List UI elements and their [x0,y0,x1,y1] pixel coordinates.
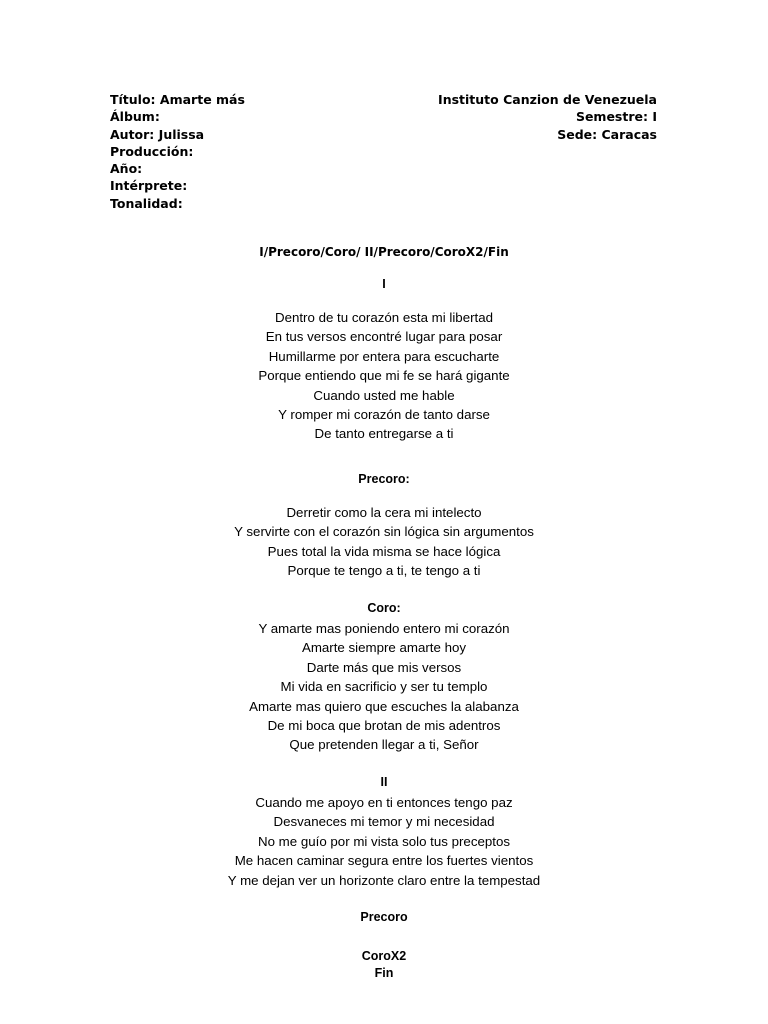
lyric-line: Y amarte mas poniendo entero mi corazón [258,621,510,636]
lyric-line: Porque entiendo que mi fe se hará gigante [258,368,510,384]
field-label: Álbum: [110,109,160,125]
song-structure: I/Precoro/Coro/ II/Precoro/CoroX2/Fin [259,245,509,259]
title-field [110,91,245,108]
verse1-lyrics [0,308,768,444]
author-field [110,126,245,143]
lyric-line: Y servirte con el corazón sin lógica sin argumentos [234,524,534,540]
lyric-line: De mi boca que brotan de mis adentros [267,718,501,734]
album-field [110,108,245,125]
lyric-line: De tanto entregarse a ti [314,426,454,442]
verse2-lyrics [0,793,768,890]
lyric-line: Mi vida en sacrificio y ser tu templo [280,679,488,695]
lyric-line: Pues total la vida misma se hace lógica [267,543,501,559]
lyric-line: En tus versos encontré lugar para posar [265,329,503,345]
field-label: Intérprete: [110,178,188,194]
precoro-lyrics [0,503,768,581]
institute-block [438,91,657,143]
lyric-line: Y me dejan ver un horizonte claro entre la tempestad [227,872,541,888]
field-label: Tonalidad: [110,195,183,211]
lyric-line: Porque te tengo a ti, te tengo a ti [287,563,481,579]
lyric-line: Humillarme por entera para escucharte [268,348,500,364]
field-label: Título: [110,92,156,107]
fin-title: Fin [374,966,394,980]
field-label: Autor: [110,126,155,142]
precoro-title: Precoro: [358,472,410,486]
precoro-repeat-title: Precoro [360,910,408,924]
field-value: Julissa [158,126,205,142]
lyric-line: Y romper mi corazón de tanto darse [278,407,490,423]
institute-name: Instituto Canzion de Venezuela [438,92,657,107]
verse2-title: II [380,775,388,789]
production-field [110,143,245,160]
lyric-line: Cuando me apoyo en ti entonces tengo paz [255,795,513,810]
lyric-line: Que pretenden llegar a ti, Señor [289,737,479,753]
field-label: Producción: [110,143,194,159]
lyric-line: Cuando usted me hable [313,387,455,403]
lyric-line: Amarte mas quiero que escuches la alabanza [249,698,519,714]
key-field [110,195,245,212]
performer-field [110,177,245,194]
field-value: Amarte más [159,92,245,107]
field-label: Año: [110,161,143,177]
lyric-line: Derretir como la cera mi intelecto [286,505,482,520]
lyric-line: Amarte siempre amarte hoy [301,640,467,656]
semester: Semestre: I [575,109,657,125]
lyric-line: Desvaneces mi temor y mi necesidad [273,814,495,830]
year-field [110,160,245,177]
coro-title: Coro: [367,601,401,615]
lyric-line: Darte más que mis versos [306,659,462,675]
song-info-block [110,91,245,212]
lyric-line: Dentro de tu corazón esta mi libertad [274,310,494,325]
coro-lyrics [0,619,768,755]
lyric-line: No me guío por mi vista solo tus preceptos [257,833,511,849]
campus: Sede: Caracas [557,126,657,142]
lyric-line: Me hacen caminar segura entre los fuertes vientos [234,853,534,869]
coro-x2-title: CoroX2 [361,949,407,963]
verse1-title: I [382,277,386,291]
